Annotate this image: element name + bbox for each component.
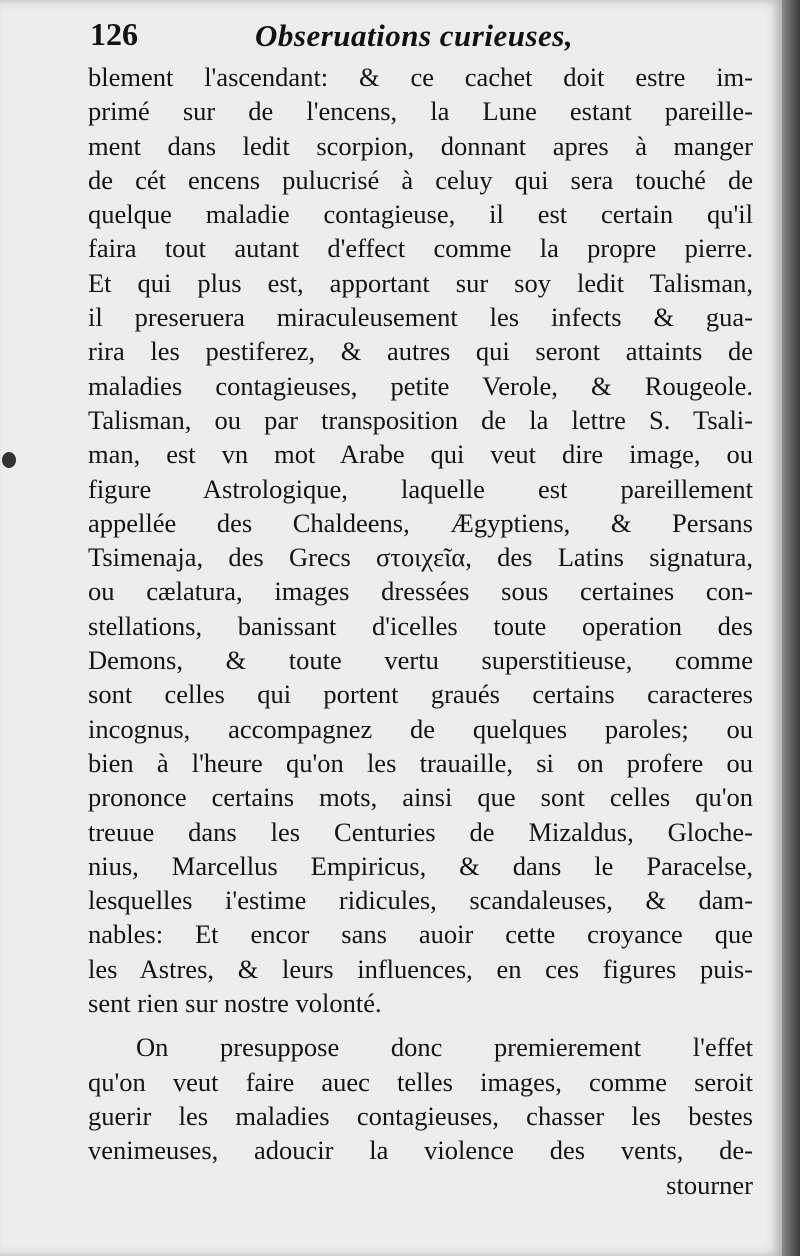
text-line: Talisman, ou par transposition de la lettre S. Tsali- xyxy=(88,404,753,435)
text-line: blement l'ascendant: & ce cachet doit estre im- xyxy=(88,62,753,92)
text-line: appellée des Chaldeens, Ægyptiens, & Persans xyxy=(88,507,753,538)
text-line: On presuppose donc premierement l'effet xyxy=(136,1032,753,1063)
text-line: primé sur de l'encens, la Lune estant pareille- xyxy=(88,96,753,127)
text-line: Demons, & toute vertu superstitieuse, comme xyxy=(88,645,753,676)
text-line: sent rien sur nostre volonté. xyxy=(88,988,382,1019)
text-line: ment dans ledit scorpion, donnant apres à manger xyxy=(88,130,753,161)
text-line: venimeuses, adoucir la violence des vents, de- xyxy=(88,1135,753,1166)
paragraph-1 xyxy=(88,60,753,1020)
text-line: guerir les maladies contagieuses, chasser les bestes xyxy=(88,1100,753,1131)
text-line: qu'on veut faire auec telles images, comme seroit xyxy=(88,1066,753,1097)
text-line: de cét encens pulucrisé à celuy qui sera touché de xyxy=(88,164,753,195)
text-line: nius, Marcellus Empiricus, & dans le Paracelse, xyxy=(88,850,753,881)
text-line: les Astres, & leurs influences, en ces figures puis- xyxy=(88,953,753,984)
ink-blot xyxy=(2,452,16,468)
text-line: sont celles qui portent graués certains caracteres xyxy=(88,679,753,710)
text-line: man, est vn mot Arabe qui veut dire image, ou xyxy=(88,439,753,470)
text-line: lesquelles i'estime ridicules, scandaleuses, & dam- xyxy=(88,885,753,916)
text-line: quelque maladie contagieuse, il est certain qu'il xyxy=(88,199,753,230)
text-line: faira tout autant d'effect comme la propre pierre. xyxy=(88,233,753,264)
text-line: il preseruera miraculeusement les infects & gua- xyxy=(88,302,753,333)
text-line: treuue dans les Centuries de Mizaldus, Gloche- xyxy=(88,816,753,847)
text-line: incognus, accompagnez de quelques paroles; ou xyxy=(88,713,753,744)
body-text xyxy=(88,60,753,1202)
text-line: Et qui plus est, apportant sur soy ledit Talisman, xyxy=(88,267,753,298)
text-line: ou cælatura, images dressées sous certaines con- xyxy=(88,576,753,607)
text-line: maladies contagieuses, petite Verole, & Rougeole. xyxy=(88,370,753,401)
text-line: bien à l'heure qu'on les trauaille, si on profere ou xyxy=(88,747,753,778)
catchword: stourner xyxy=(666,1169,753,1200)
page-header xyxy=(90,14,750,58)
book-gutter xyxy=(782,0,800,1256)
text-line: stellations, banissant d'icelles toute operation des xyxy=(88,610,753,641)
text-line: Tsimenaja, des Grecs στοιχεῖα, des Latins signatura, xyxy=(88,542,753,573)
text-line: nables: Et encor sans auoir cette croyance que xyxy=(88,919,753,950)
text-line: figure Astrologique, laquelle est pareillement xyxy=(88,473,753,504)
text-line: rira les pestiferez, & autres qui seront attaints de xyxy=(88,336,753,367)
text-line: prononce certains mots, ainsi que sont celles qu'on xyxy=(88,782,753,813)
running-head: Obseruations curieuses, xyxy=(255,18,574,53)
paragraph-2 xyxy=(88,1030,753,1167)
page-number: 126 xyxy=(90,16,138,52)
